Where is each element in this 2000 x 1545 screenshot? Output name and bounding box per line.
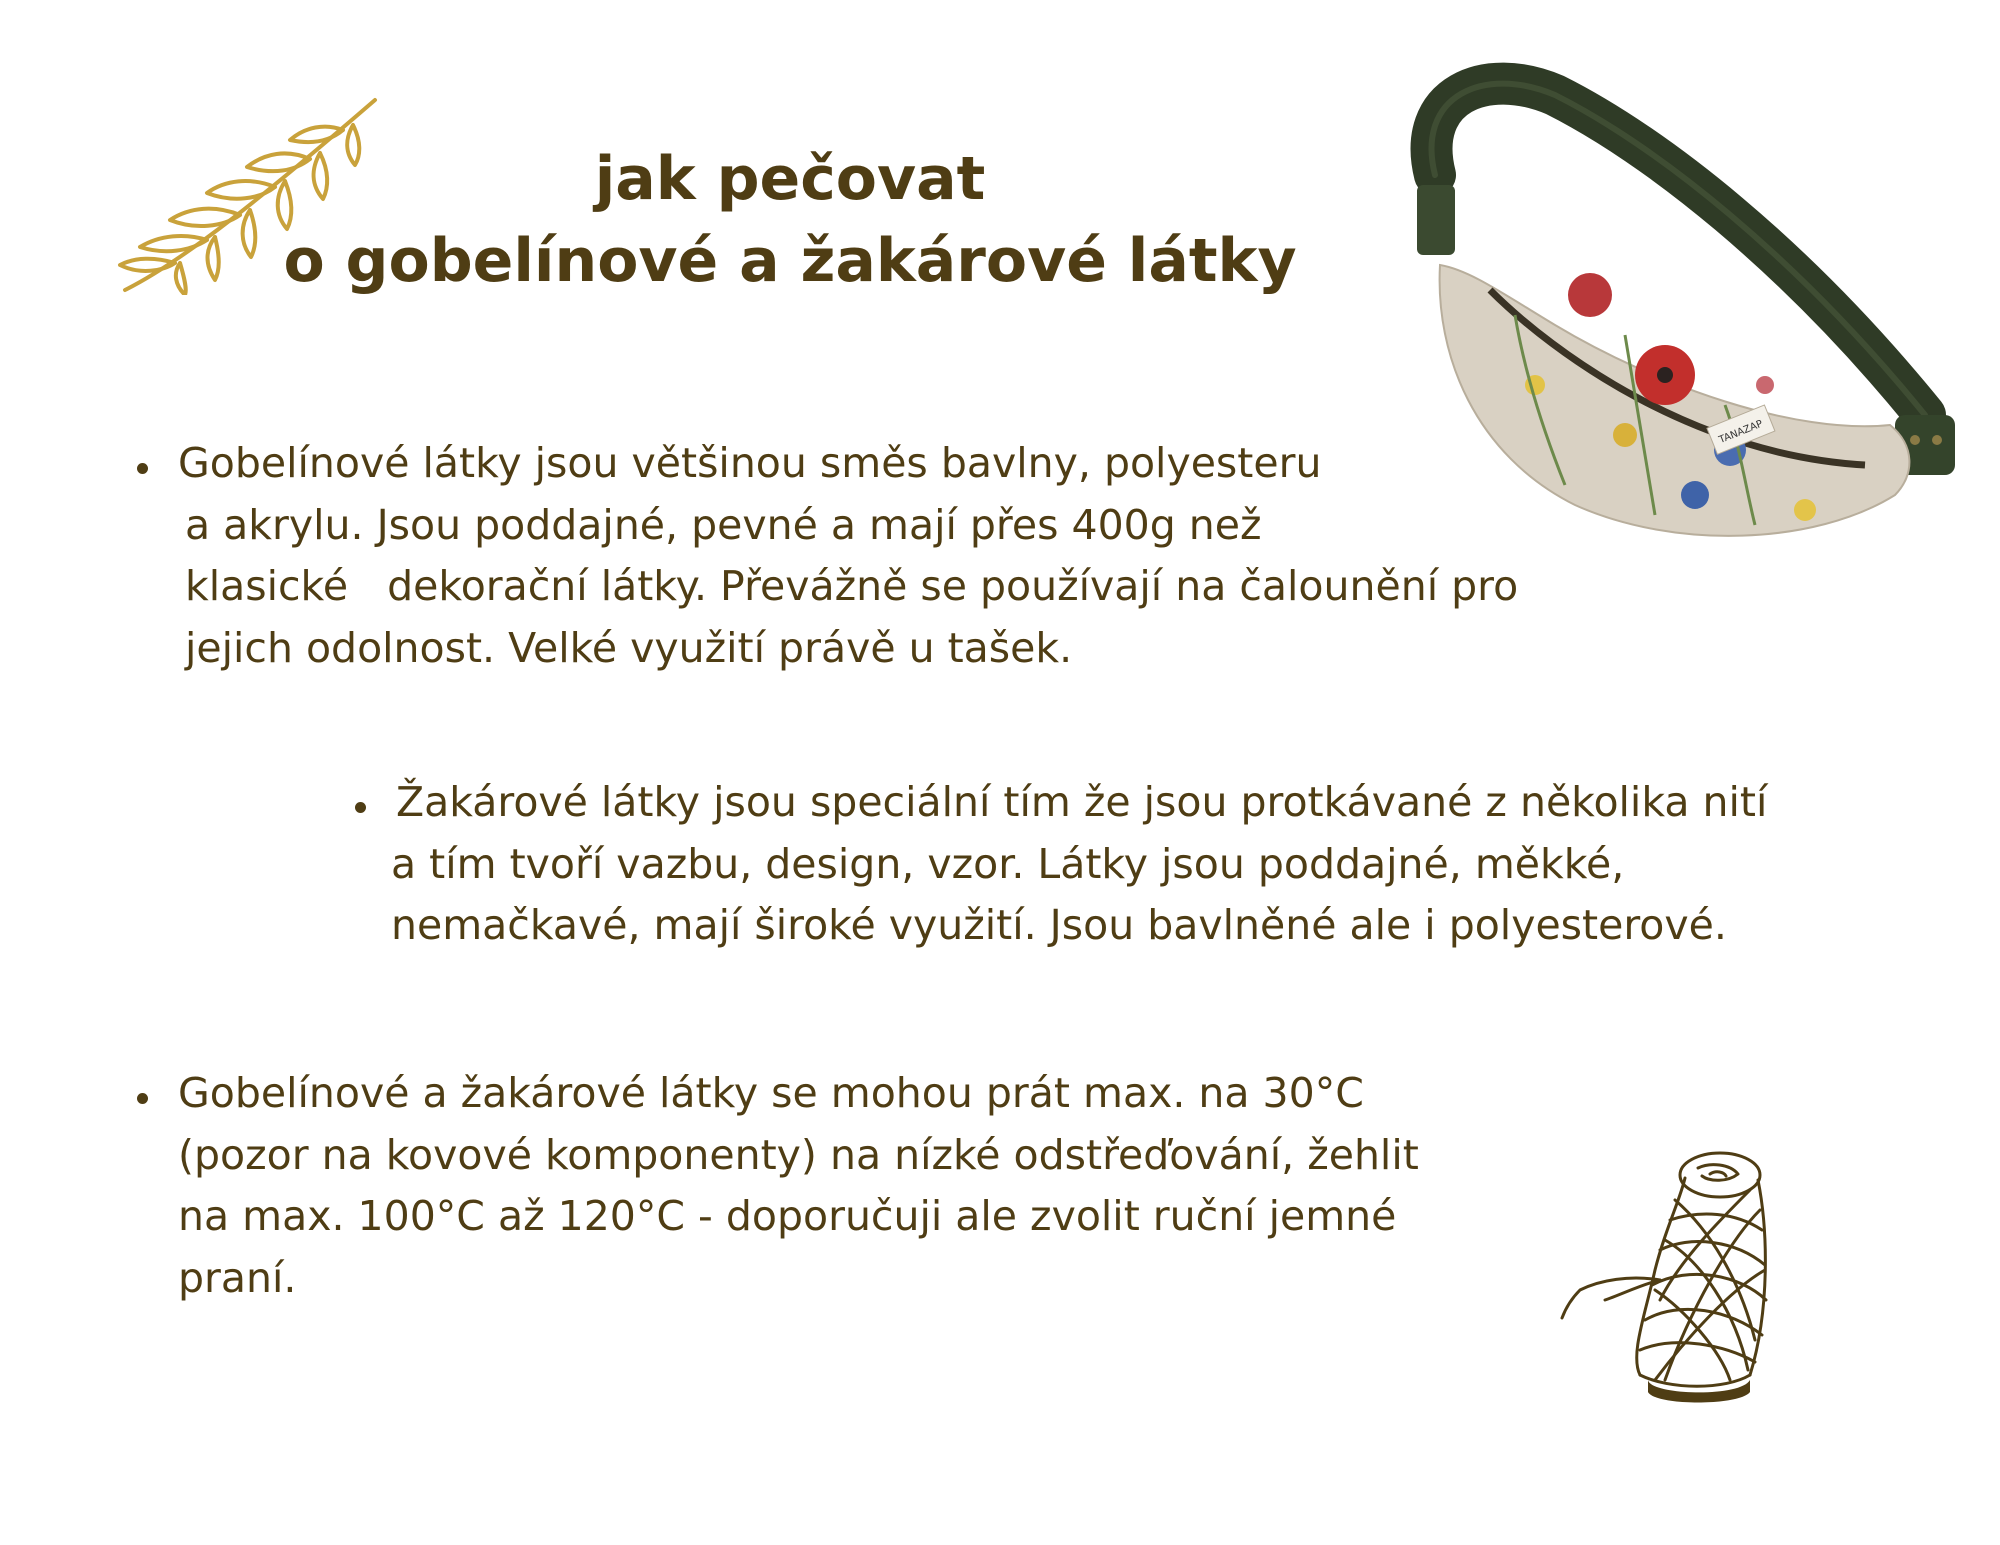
thread-spool-icon — [1560, 1140, 1790, 1410]
bullet-line: nemačkavé, mají široké využití. Jsou bavlněné ale i polyesterové. — [391, 901, 1727, 949]
bullet-dot — [355, 802, 366, 813]
bullet-item-fabric-gobelin — [132, 433, 1518, 679]
bullet-line: Gobelínové a žakárové látky se mohou prát max. na 30°C — [178, 1069, 1364, 1117]
bullet-line: klasické dekorační látky. Převážně se používají na čalounění pro — [185, 562, 1519, 610]
bullet-line: (pozor na kovové komponenty) na nízké odstřeďování, žehlit — [178, 1130, 1419, 1179]
bullet-line: praní. — [178, 1253, 297, 1302]
bullet-item-washing — [132, 1063, 1419, 1309]
bullet-dot — [137, 463, 148, 474]
bullet-item-fabric-jacquard — [350, 772, 1767, 957]
bullet-line: na max. 100°C až 120°C - doporučuji ale zvolit ruční jemné — [178, 1192, 1397, 1240]
title-line-2: o gobelínové a žakárové látky — [283, 226, 1297, 297]
bullet-dot — [137, 1093, 148, 1104]
bullet-line: Žakárové látky jsou speciální tím že jsou protkávané z několika nití — [396, 778, 1768, 826]
page-title — [250, 138, 1330, 302]
bullet-line: a akrylu. Jsou poddajné, pevné a mají přes 400g než — [185, 500, 1262, 549]
bullet-line: jejich odolnost. Velké využití právě u tašek. — [185, 623, 1073, 672]
bullet-line: a tím tvoří vazbu, design, vzor. Látky jsou poddajné, měkké, — [391, 839, 1625, 888]
title-line-1: jak pečovat — [594, 144, 986, 214]
bag-label-text: TANAZAP — [1717, 418, 1765, 447]
bullet-line: Gobelínové látky jsou většinou směs bavlny, polyesteru — [178, 439, 1322, 487]
